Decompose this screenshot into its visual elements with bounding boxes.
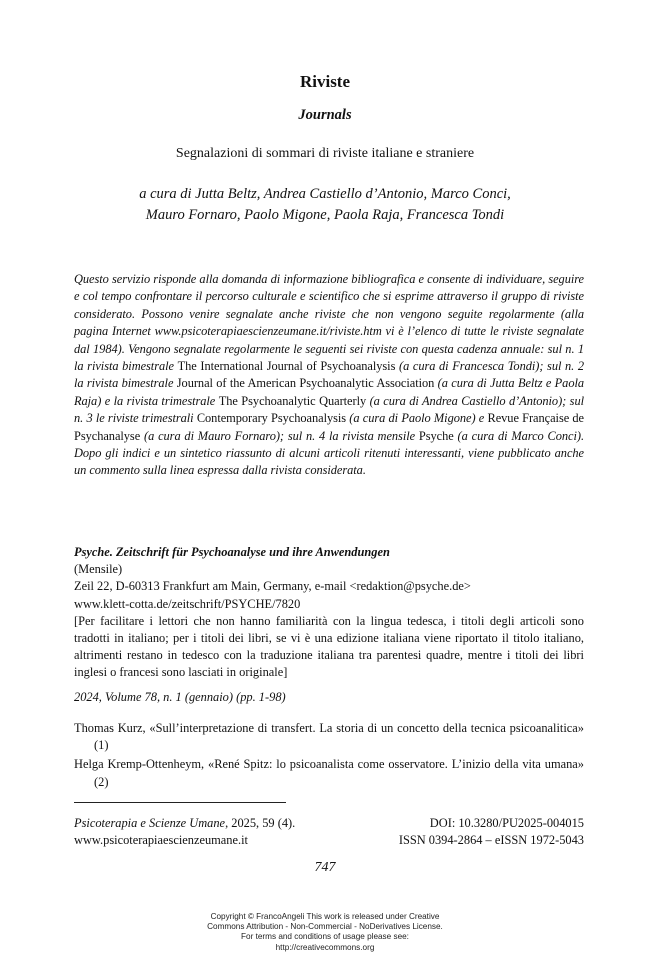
article-entry: Helga Kremp-Ottenheym, «René Spitz: lo psicoanalista come osservatore. L’inizio della vita umana» (2) [74, 757, 584, 789]
editors [0, 184, 650, 226]
issue-info: 2024, Volume 78, n. 1 (gennaio) (pp. 1-98) [74, 690, 286, 704]
editors-line-1: a cura di Jutta Beltz, Andrea Castiello d’Antonio, Marco Conci, [139, 186, 511, 202]
abstract-text: (a cura di Andrea Castiello d’Antonio); sul n. 3 le riviste trimestrali [74, 393, 584, 426]
abstract-text: (a cura di Jutta Beltz e Paola Raja) e la rivista trimestrale [74, 376, 585, 408]
license-line: Commons Attribution - Non-Commercial - NoDerivatives License. [207, 922, 443, 932]
page-footer [74, 815, 584, 849]
abstract-paragraph [74, 271, 584, 480]
abstract-text: Questo servizio risponde alla domanda di informazione bibliografica e consente di individuare, seguire e col tempo confrontare il percorso culturale e scientifico che si esprime attraverso il gruppo di riviste considerato. Possono venire segnalate anche riviste che non vengono seguite regolarmente (alla pagina Internet www.psicoterapiaescienzeumane.it/riviste.htm vi è l’elenco di tutte le riviste segnalate dal 1984). Vengono segnalate regolarmente le seguenti sei riviste con questa cadenza annuale: sul n. 1 la rivista bimestrale [74, 272, 584, 374]
footer-journal-name: Psicoterapia e Scienze Umane [74, 816, 226, 830]
license-link: http://creativecommons.org [275, 942, 375, 952]
footer-doi: DOI: 10.3280/PU2025-004015 [429, 816, 584, 830]
license-line: For terms and conditions of usage please see: [241, 932, 409, 942]
journal-address: Zeil 22, D-60313 Frankfurt am Main, Germany, e-mail <redaktion@psyche.de> [74, 579, 471, 594]
section-heading: Segnalazioni di sommari di riviste italiane e straniere [175, 146, 475, 161]
abstract-text: (a cura di Paolo Migone) e [346, 411, 488, 426]
journal-frequency: (Mensile) [74, 562, 123, 577]
page-number: 747 [314, 860, 336, 875]
section-title: Riviste [299, 72, 351, 91]
footer-citation: , 2025, 59 (4). [225, 816, 296, 830]
journal-title-pq: The Psychoanalytic Quarterly [218, 393, 367, 408]
journal-website: www.klett-cotta.de/zeitschrift/PSYCHE/7820 [74, 596, 301, 611]
journal-title-cp: Contemporary Psychoanalysis [196, 411, 347, 426]
footer-issn: ISSN 0394-2864 – eISSN 1972-5043 [398, 833, 584, 848]
section-subtitle: Journals [298, 107, 352, 123]
journal-name: Psyche. Zeitschrift für Psychoanalyse und ihre Anwendungen [74, 545, 390, 559]
journal-title-ijp: The International Journal of Psychoanalysis [177, 359, 396, 374]
journal-title-psyche: Psyche [418, 428, 454, 443]
license-notice [0, 912, 650, 953]
article-list [74, 720, 584, 793]
article-entry: Thomas Kurz, «Sull’interpretazione di transfert. La storia di un concetto della tecnica psicoanalitica» (1) [74, 721, 584, 753]
abstract-text: (a cura di Francesca Tondi); sul n. 2 la rivista bimestrale [74, 359, 584, 391]
editors-line-2: Mauro Fornaro, Paolo Migone, Paola Raja, Francesca Tondi [145, 207, 505, 223]
license-line: Copyright © FrancoAngeli This work is released under Creative [210, 912, 440, 921]
footer-website: www.psicoterapiaescienzeumane.it [74, 833, 248, 848]
footnote-divider [74, 802, 286, 803]
journal-title-rfp: Revue Française de Psychanalyse [74, 411, 585, 443]
journal-block [74, 544, 584, 682]
abstract-text: (a cura di Marco Conci). Dopo gli indici e un sintetico riassunto di alcuni articoli ritenuti interessanti, viene pubblicato anche un commento sulla linea espressa dalla rivista considerata. [74, 428, 584, 478]
journal-title-japa: Journal of the American Psychoanalytic Association [176, 376, 435, 391]
translation-note: [Per facilitare i lettori che non hanno familiarità con la lingua tedesca, i titoli degli articoli sono tradotti in italiano; per i titoli dei libri, se vi è una edizione italiana viene riportato il titolo italiano, altrimenti restano in tedesco con la traduzione italiana tra parentesi quadre, mentre i titoli dei libri inglesi o francesi sono lasciati in originale] [74, 613, 584, 680]
abstract-text: (a cura di Mauro Fornaro); sul n. 4 la rivista mensile [140, 428, 419, 443]
